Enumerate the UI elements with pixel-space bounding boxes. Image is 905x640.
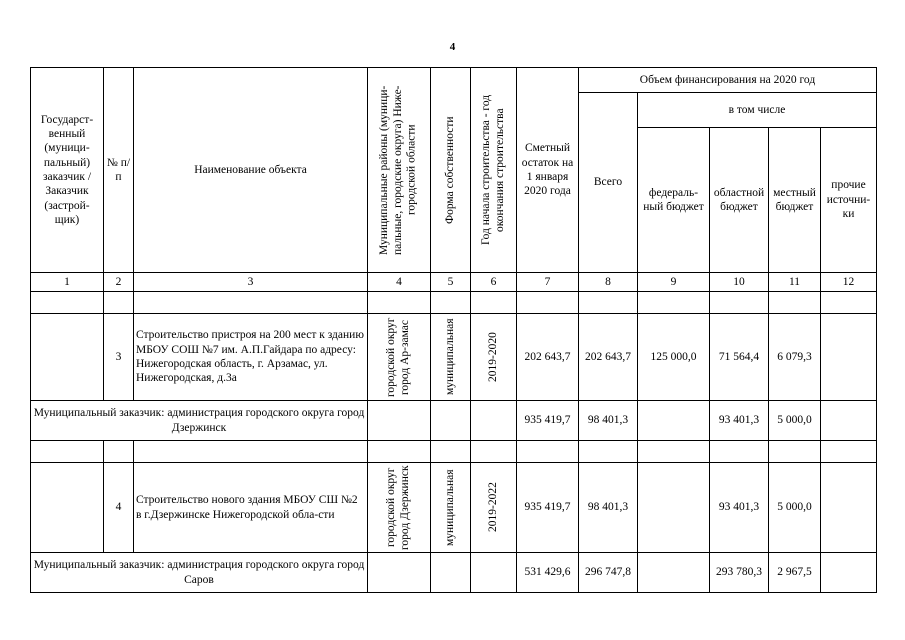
table-row (31, 314, 877, 401)
group-balance: 935 419,7 (517, 401, 579, 441)
row-balance: 202 643,7 (517, 314, 579, 401)
page-number: 4 (449, 41, 456, 53)
col-number: 2 (104, 273, 134, 292)
col-number: 8 (579, 273, 638, 292)
row-ownership: муниципальная (431, 314, 471, 401)
header-federal: федераль-ный бюджет (638, 128, 710, 273)
col-number: 3 (134, 273, 368, 292)
table-row (31, 463, 877, 553)
group-federal (638, 553, 710, 593)
row-district: городской округ город Дзержинск (368, 463, 431, 553)
header-customer: Государст-венный (муници-пальный) заказчик / Заказчик (застрой-щик) (31, 68, 104, 273)
row-years: 2019-2020 (471, 314, 517, 401)
row-federal: 125 000,0 (638, 314, 710, 401)
col-number: 12 (821, 273, 877, 292)
row-district: городской округ город Ар-замас (368, 314, 431, 401)
row-regional: 93 401,3 (710, 463, 769, 553)
header-regional: областной бюджет (710, 128, 769, 273)
group-row (31, 553, 877, 593)
group-other (821, 553, 877, 593)
group-local: 5 000,0 (769, 401, 821, 441)
column-numbers-row (31, 273, 877, 292)
row-local: 5 000,0 (769, 463, 821, 553)
row-regional: 71 564,4 (710, 314, 769, 401)
header-including: в том числе (638, 93, 877, 128)
header-funding: Объем финансирования на 2020 год (579, 68, 877, 93)
header-local: местный бюджет (769, 128, 821, 273)
row-years: 2019-2022 (471, 463, 517, 553)
row-object: Строительство нового здания МБОУ СШ №2 в г.Дзержинске Нижегородской обла-сти (134, 463, 368, 553)
row-other (821, 314, 877, 401)
col-number: 4 (368, 273, 431, 292)
col-number: 9 (638, 273, 710, 292)
row-local: 6 079,3 (769, 314, 821, 401)
col-number: 5 (431, 273, 471, 292)
group-total: 98 401,3 (579, 401, 638, 441)
group-label: Муниципальный заказчик: администрация городского округа город Дзержинск (31, 401, 368, 441)
group-total: 296 747,8 (579, 553, 638, 593)
header-object: Наименование объекта (134, 68, 368, 273)
header-num: № п/п (104, 68, 134, 273)
header-districts: Муниципальные районы (муници-пальные, городские округа) Ниже-городской области (368, 68, 431, 273)
spacer-row (31, 292, 877, 314)
col-number: 7 (517, 273, 579, 292)
header-years: Год начала строительства - год окончания строительства (471, 68, 517, 273)
group-regional: 93 401,3 (710, 401, 769, 441)
row-total: 98 401,3 (579, 463, 638, 553)
group-row (31, 401, 877, 441)
header-other: прочие источни-ки (821, 128, 877, 273)
header-total: Всего (579, 93, 638, 273)
group-regional: 293 780,3 (710, 553, 769, 593)
group-balance: 531 429,6 (517, 553, 579, 593)
col-number: 10 (710, 273, 769, 292)
col-number: 11 (769, 273, 821, 292)
group-federal (638, 401, 710, 441)
group-other (821, 401, 877, 441)
header-ownership: Форма собственности (431, 68, 471, 273)
col-number: 6 (471, 273, 517, 292)
row-total: 202 643,7 (579, 314, 638, 401)
group-label: Муниципальный заказчик: администрация городского округа город Саров (31, 553, 368, 593)
header-balance: Сметный остаток на 1 января 2020 года (517, 68, 579, 273)
row-federal (638, 463, 710, 553)
group-local: 2 967,5 (769, 553, 821, 593)
row-balance: 935 419,7 (517, 463, 579, 553)
row-other (821, 463, 877, 553)
financing-table (30, 67, 877, 593)
row-ownership: муниципальная (431, 463, 471, 553)
row-object: Строительство пристроя на 200 мест к зданию МБОУ СОШ №7 им. А.П.Гайдара по адресу: Нижегородская область, г. Арзамас, ул. Нижегородская, д.3а (134, 314, 368, 401)
row-num: 4 (104, 463, 134, 553)
spacer-row (31, 441, 877, 463)
col-number: 1 (31, 273, 104, 292)
row-num: 3 (104, 314, 134, 401)
